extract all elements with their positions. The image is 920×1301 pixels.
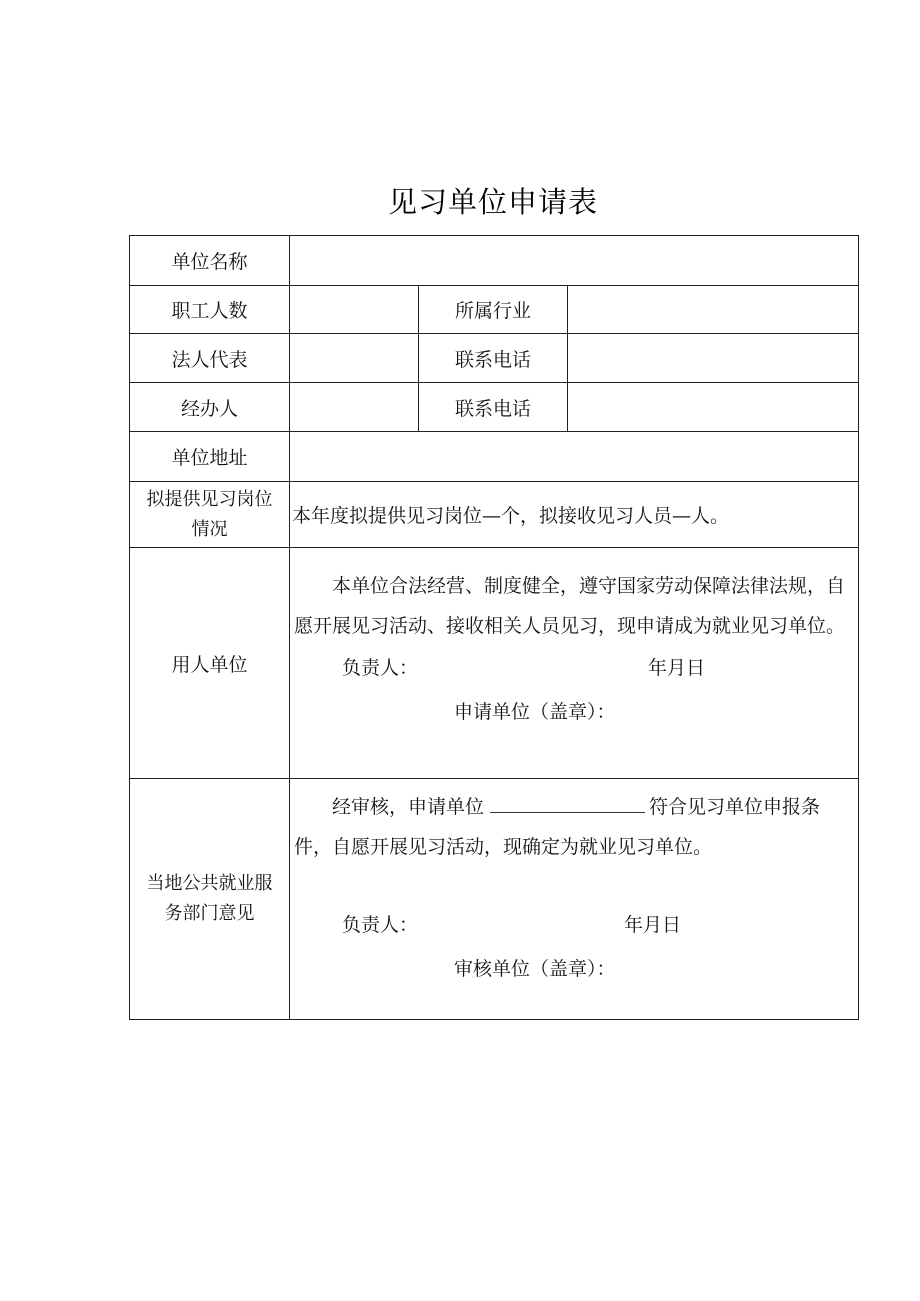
unit-name-field[interactable] [290, 236, 859, 286]
employer-sign-line [294, 646, 856, 690]
review-section-body [290, 779, 859, 1020]
employer-section-body [290, 548, 859, 779]
review-statement-prefix: 经审核，申请单位 [332, 796, 485, 818]
row-review-section [130, 779, 859, 1020]
row-staff-industry [130, 286, 859, 334]
row-handler-phone [130, 383, 859, 432]
review-seal-line [294, 947, 856, 991]
employer-statement: 本单位合法经营、制度健全，遵守国家劳动保障法律法规，自愿开展见习活动、接收相关人员见习，现申请成为就业见习单位。 [294, 575, 846, 637]
positions-label [130, 482, 290, 548]
industry-field[interactable] [568, 286, 859, 334]
phone-label-2: 联系电话 [419, 383, 568, 432]
employer-date-label: 年月日 [648, 657, 706, 679]
positions-label-line2: 情况 [191, 518, 228, 540]
legal-rep-label: 法人代表 [130, 334, 290, 383]
employer-responsible-label: 负责人： [342, 657, 419, 679]
row-positions [130, 482, 859, 548]
phone-field-2[interactable] [568, 383, 859, 432]
address-field[interactable] [290, 432, 859, 482]
staff-count-field[interactable] [290, 286, 419, 334]
staff-count-label: 职工人数 [130, 286, 290, 334]
phone-label-1: 联系电话 [419, 334, 568, 383]
review-section-label [130, 779, 290, 1020]
review-spacer [294, 867, 856, 903]
legal-rep-field[interactable] [290, 334, 419, 383]
address-label: 单位地址 [130, 432, 290, 482]
row-employer-section [130, 548, 859, 779]
review-statement-rest: 报条件，自愿开展见习活动，现确定为就业见习单位。 [294, 796, 821, 858]
review-sign-line [294, 903, 856, 947]
positions-value: 本年度拟提供见习岗位—个，拟接收见习人员—人。 [290, 482, 859, 548]
applicant-seal-label: 申请单位（盖章）： [454, 701, 616, 723]
review-statement [294, 787, 856, 867]
page-title: 见习单位申请表 [387, 185, 598, 219]
handler-label: 经办人 [130, 383, 290, 432]
phone-field-1[interactable] [568, 334, 859, 383]
positions-label-line1: 拟提供见习岗位 [146, 488, 273, 510]
industry-label: 所属行业 [419, 286, 568, 334]
application-form-table [129, 235, 859, 1020]
applicant-name-blank[interactable] [490, 790, 645, 813]
employer-seal-line [294, 690, 856, 734]
row-address [130, 432, 859, 482]
review-responsible-label: 负责人： [342, 914, 419, 936]
unit-name-label: 单位名称 [130, 236, 290, 286]
reviewer-seal-label: 审核单位（盖章）： [454, 958, 616, 980]
review-date-label: 年月日 [624, 914, 682, 936]
review-statement-middle: 符合见习单位申 [649, 796, 783, 818]
row-legal-rep-phone [130, 334, 859, 383]
row-unit-name [130, 236, 859, 286]
employer-section-label: 用人单位 [130, 548, 290, 779]
handler-field[interactable] [290, 383, 419, 432]
review-label-line2: 务部门意见 [164, 903, 255, 924]
review-label-line1: 当地公共就业服 [146, 873, 273, 894]
